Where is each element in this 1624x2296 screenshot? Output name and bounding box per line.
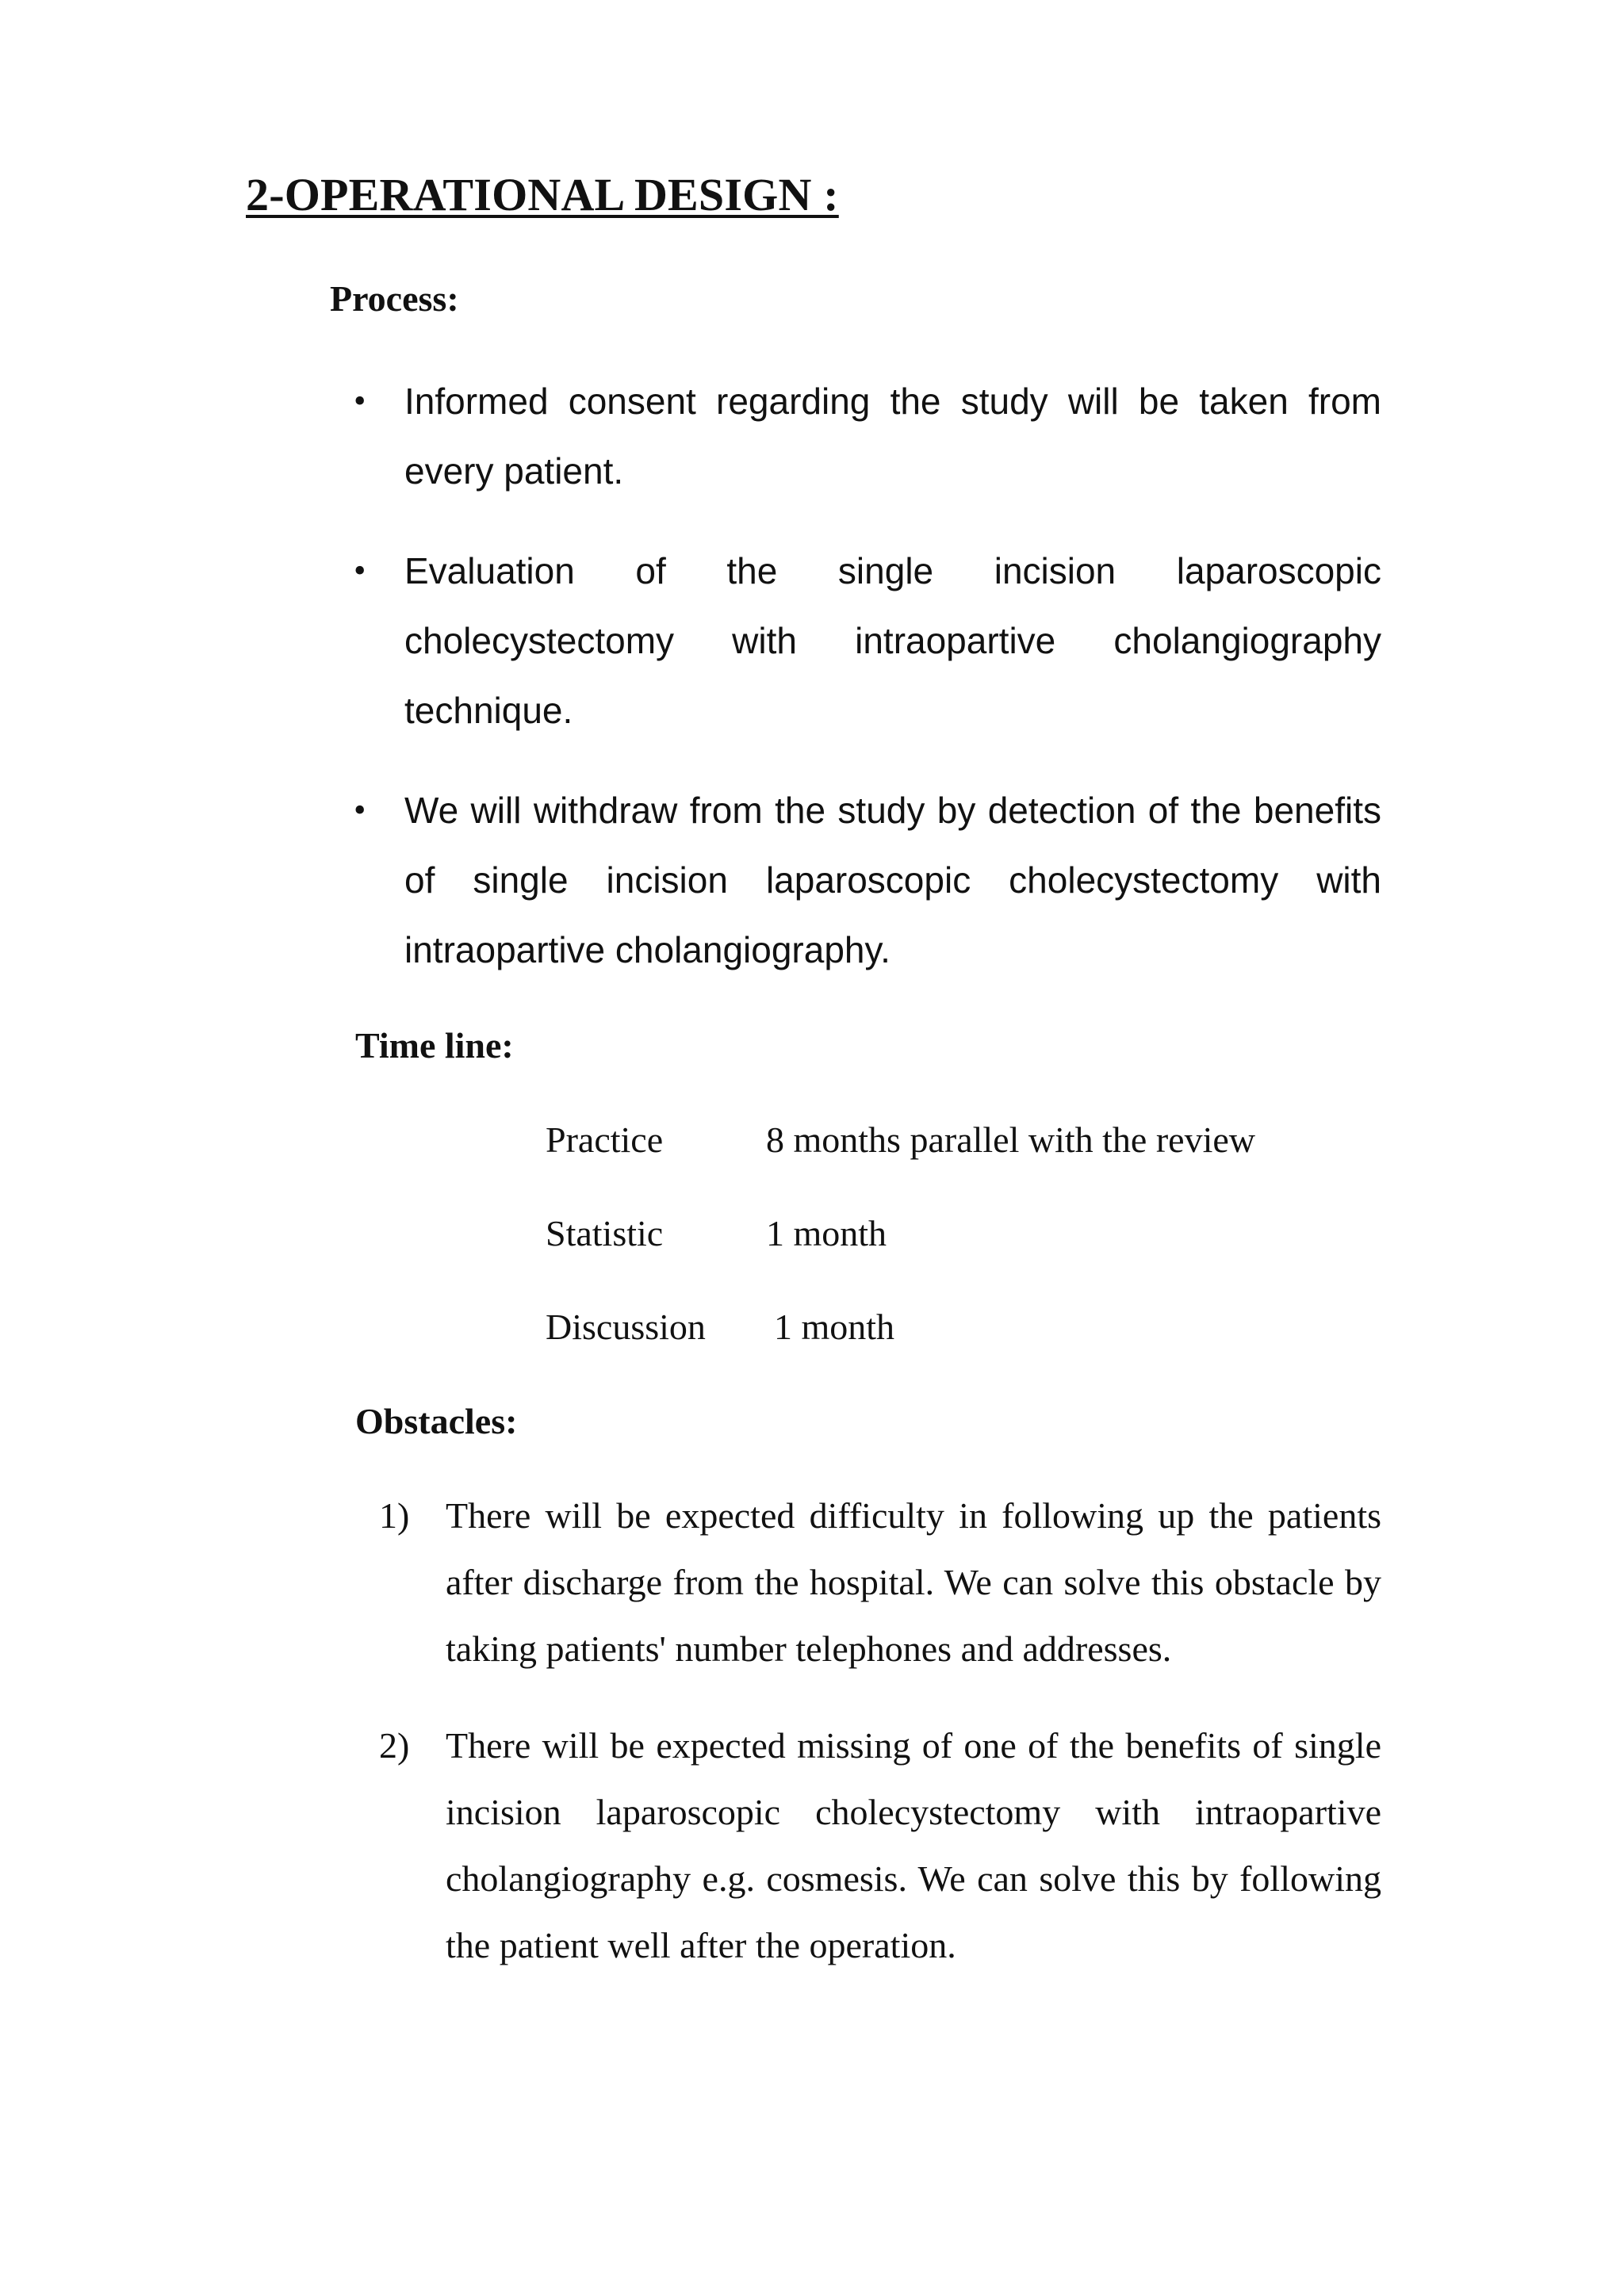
obstacle-item-2: There will be expected missing of one of the benefits of single incision laparoscopic cholecystectomy with intraopartive cholangiography e.g. cosmesis. We can solve this by following the patient well after the operation. xyxy=(446,1725,1381,1965)
bullet-icon: • xyxy=(354,790,366,829)
timeline-value: 1 month xyxy=(766,1213,887,1253)
timeline-label: Practice xyxy=(546,1119,664,1160)
timeline-title: Time line: xyxy=(355,1025,514,1066)
timeline-value: 1 month xyxy=(774,1307,895,1347)
list-marker: 2) xyxy=(379,1725,410,1766)
obstacle-item-1: There will be expected difficulty in following up the patients after discharge from the hospital. We can solve this obstacle by taking patients' number telephones and addresses. xyxy=(446,1495,1381,1669)
process-title: Process: xyxy=(330,278,459,319)
timeline-label: Discussion xyxy=(546,1307,706,1347)
bullet-icon: • xyxy=(354,381,366,420)
process-item-1: Informed consent regarding the study will be taken from every patient. xyxy=(404,381,1381,492)
list-marker: 1) xyxy=(379,1495,410,1536)
process-item-2: Evaluation of the single incision laparoscopic cholecystectomy with intraopartive cholangiography technique. xyxy=(404,550,1381,731)
timeline-label: Statistic xyxy=(546,1213,664,1253)
timeline-value: 8 months parallel with the review xyxy=(766,1119,1256,1160)
section-heading: 2-OPERATIONAL DESIGN : xyxy=(246,169,839,220)
process-item-3: We will withdraw from the study by detection of the benefits of single incision laparoscopic cholecystectomy with intraopartive cholangiography. xyxy=(404,790,1381,970)
obstacles-title: Obstacles: xyxy=(355,1401,518,1441)
bullet-icon: • xyxy=(354,551,366,590)
